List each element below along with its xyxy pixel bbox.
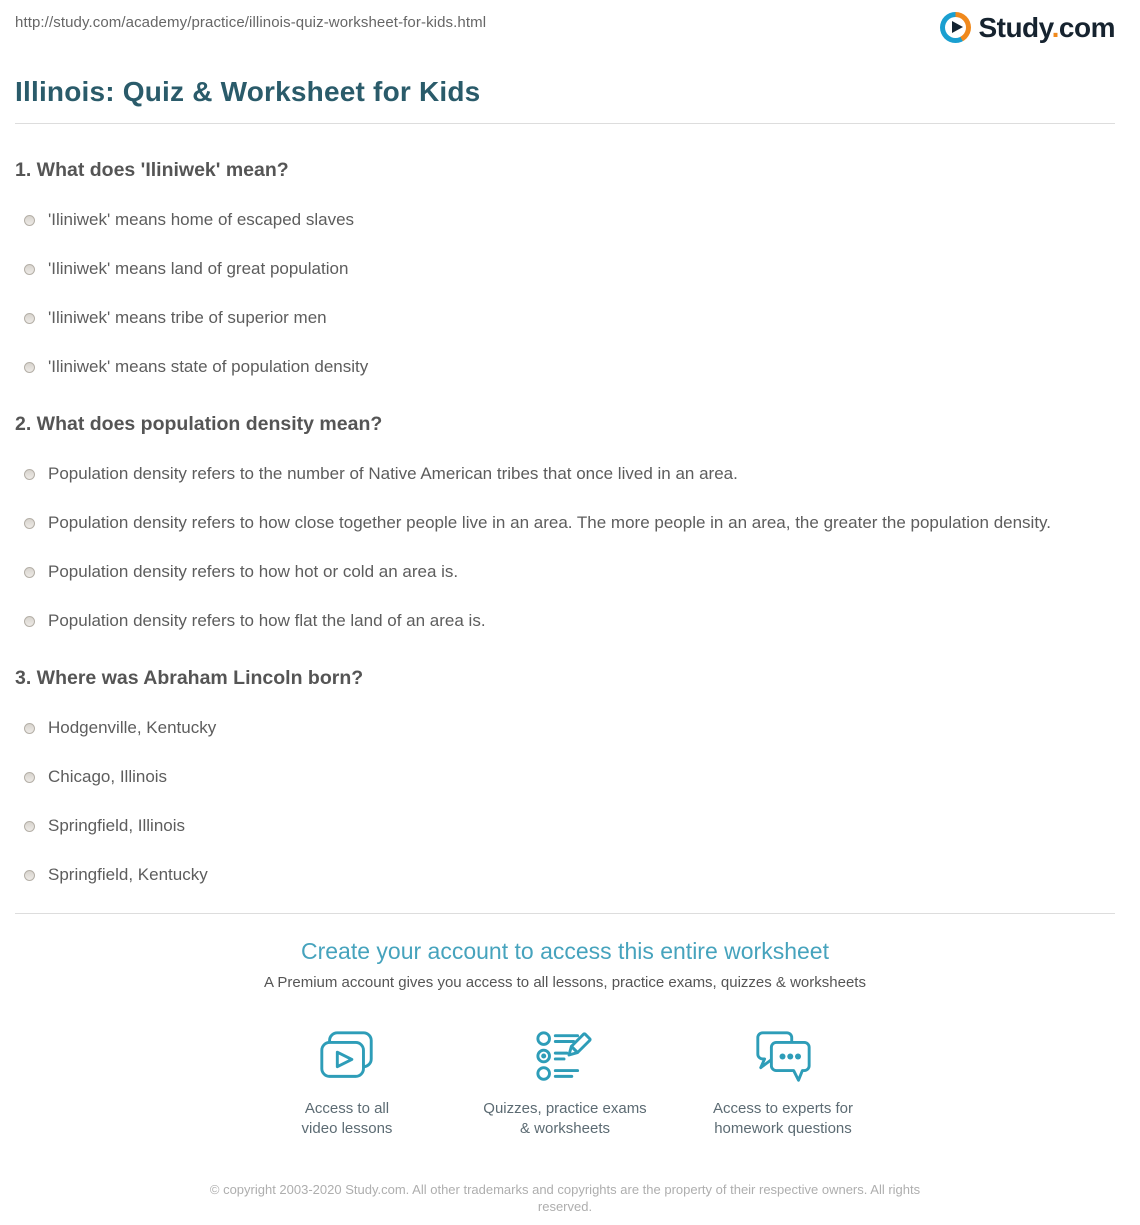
answer-option-label: Population density refers to how hot or cold an area is. [48,562,459,581]
answer-option-label: 'Iliniwek' means home of escaped slaves [48,210,355,229]
question-3 [15,667,1115,886]
answer-option[interactable] [15,561,1115,583]
logo-word-study: Study [978,12,1052,43]
feature-label [674,1099,892,1139]
answer-option-label: Population density refers to how close together people live in an area. The more people in an area, the greater the population density. [48,513,1052,532]
feature-video-lessons [238,1029,456,1139]
radio-button[interactable] [24,616,35,627]
answer-option[interactable] [15,717,1115,739]
radio-button[interactable] [24,469,35,480]
feature-label-line: Access to experts for [712,1100,854,1117]
radio-button[interactable] [24,362,35,373]
studycom-logo-text [978,12,1115,43]
studycom-logo[interactable] [940,12,1115,43]
title-divider [15,123,1115,124]
radio-button[interactable] [24,567,35,578]
question-1 [15,159,1115,378]
answer-option[interactable] [15,209,1115,231]
answer-option[interactable] [15,864,1115,886]
copyright-text: © copyright 2003-2020 Study.com. All other trademarks and copyrights are the property of their respective owners. All rights reserved. [209,1182,921,1214]
answer-option-label: Population density refers to the number of Native American tribes that once lived in an area. [48,464,738,483]
page-title: Illinois: Quiz & Worksheet for Kids [15,76,481,107]
question-2 [15,413,1115,632]
page-footer [15,1181,1115,1215]
feature-label [238,1099,456,1139]
video-lessons-icon [316,1029,378,1085]
radio-button[interactable] [24,821,35,832]
feature-expert-help [674,1029,892,1139]
answer-option-label: Springfield, Illinois [48,816,186,835]
radio-button[interactable] [24,215,35,226]
radio-button[interactable] [24,518,35,529]
radio-button[interactable] [24,772,35,783]
answer-option[interactable] [15,356,1115,378]
question-1-options [15,209,1115,378]
answer-option[interactable] [15,463,1115,485]
question-3-heading: 3. Where was Abraham Lincoln born? [15,667,364,689]
feature-label-line: Quizzes, practice exams [483,1100,647,1117]
logo-dot: . [1051,12,1059,43]
answer-option-label: Chicago, Illinois [48,767,168,786]
chat-experts-icon [752,1029,814,1085]
feature-label-line: & worksheets [519,1120,611,1137]
feature-label-line: Access to all [304,1100,390,1117]
question-1-heading: 1. What does 'Iliniwek' mean? [15,159,289,181]
answer-option-label: 'Iliniwek' means tribe of superior men [48,308,327,327]
feature-quizzes-worksheets [456,1029,674,1139]
question-2-heading: 2. What does population density mean? [15,413,383,435]
cta-section [15,913,1115,1139]
answer-option[interactable] [15,766,1115,788]
question-3-options [15,717,1115,886]
radio-button[interactable] [24,313,35,324]
answer-option-label: 'Iliniwek' means land of great population [48,259,349,278]
radio-button[interactable] [24,723,35,734]
answer-option-label: Hodgenville, Kentucky [48,718,217,737]
source-url: http://study.com/academy/practice/illinois-quiz-worksheet-for-kids.html [15,14,487,31]
radio-button[interactable] [24,264,35,275]
answer-option[interactable] [15,512,1115,534]
quizzes-worksheets-icon [534,1029,596,1085]
feature-label [456,1099,674,1139]
answer-option[interactable] [15,610,1115,632]
answer-option-label: 'Iliniwek' means state of population density [48,357,369,376]
create-account-link[interactable]: Create your account to access this entire worksheet [301,938,829,964]
answer-option-label: Population density refers to how flat the land of an area is. [48,611,486,630]
studycom-play-icon [940,12,971,43]
page-header [15,0,1115,52]
answer-option[interactable] [15,307,1115,329]
answer-option-label: Springfield, Kentucky [48,865,208,884]
premium-subheading: A Premium account gives you access to all lessons, practice exams, quizzes & worksheets [264,974,866,991]
answer-option[interactable] [15,258,1115,280]
feature-label-line: video lessons [301,1120,393,1137]
logo-word-com: com [1058,12,1115,43]
radio-button[interactable] [24,870,35,881]
question-2-options [15,463,1115,632]
feature-list [15,1029,1115,1139]
feature-label-line: homework questions [714,1120,852,1137]
answer-option[interactable] [15,815,1115,837]
